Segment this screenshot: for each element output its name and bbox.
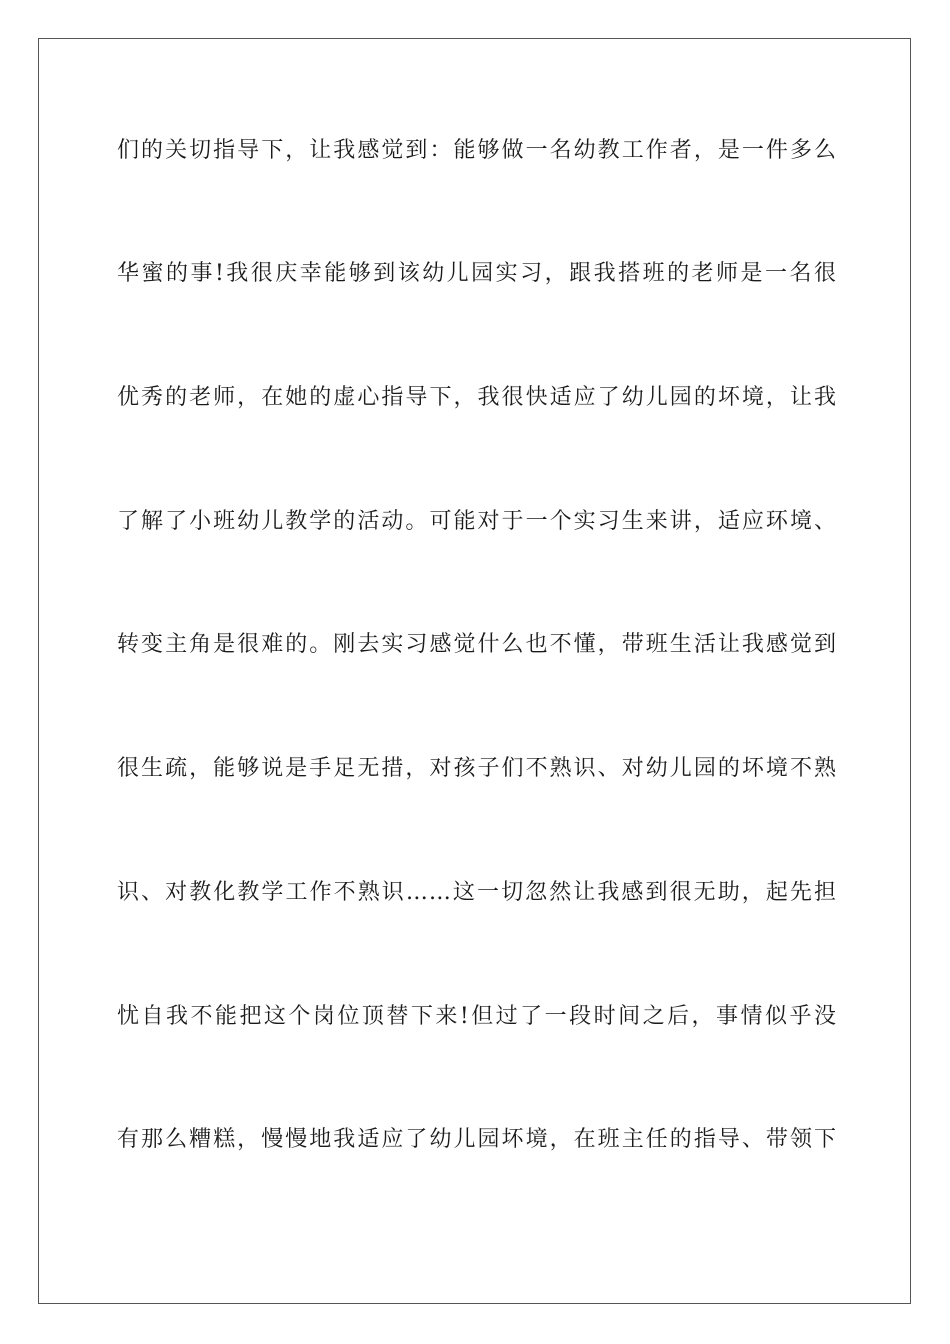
body-text-line: 华蜜的事!我很庆幸能够到该幼儿园实习，跟我搭班的老师是一名很 xyxy=(117,261,837,286)
body-text-line: 有那么糟糕，慢慢地我适应了幼儿园坏境，在班主任的指导、带领下 xyxy=(117,1127,837,1152)
body-text-line: 了解了小班幼儿教学的活动。可能对于一个实习生来讲，适应环境、 xyxy=(117,509,837,534)
body-text-line: 们的关切指导下，让我感觉到：能够做一名幼教工作者，是一件多么 xyxy=(117,138,837,163)
body-text-line: 优秀的老师，在她的虚心指导下，我很快适应了幼儿园的坏境，让我 xyxy=(117,385,837,410)
body-text-line: 忧自我不能把这个岗位顶替下来!但过了一段时间之后，事情似乎没 xyxy=(117,1004,837,1029)
body-text-line: 转变主角是很难的。刚去实习感觉什么也不懂，带班生活让我感觉到 xyxy=(117,632,837,657)
body-text-line: 很生疏，能够说是手足无措，对孩子们不熟识、对幼儿园的坏境不熟 xyxy=(117,756,837,781)
body-text-line: 识、对教化教学工作不熟识……这一切忽然让我感到很无助，起先担 xyxy=(117,880,837,905)
page-frame xyxy=(38,38,911,1304)
